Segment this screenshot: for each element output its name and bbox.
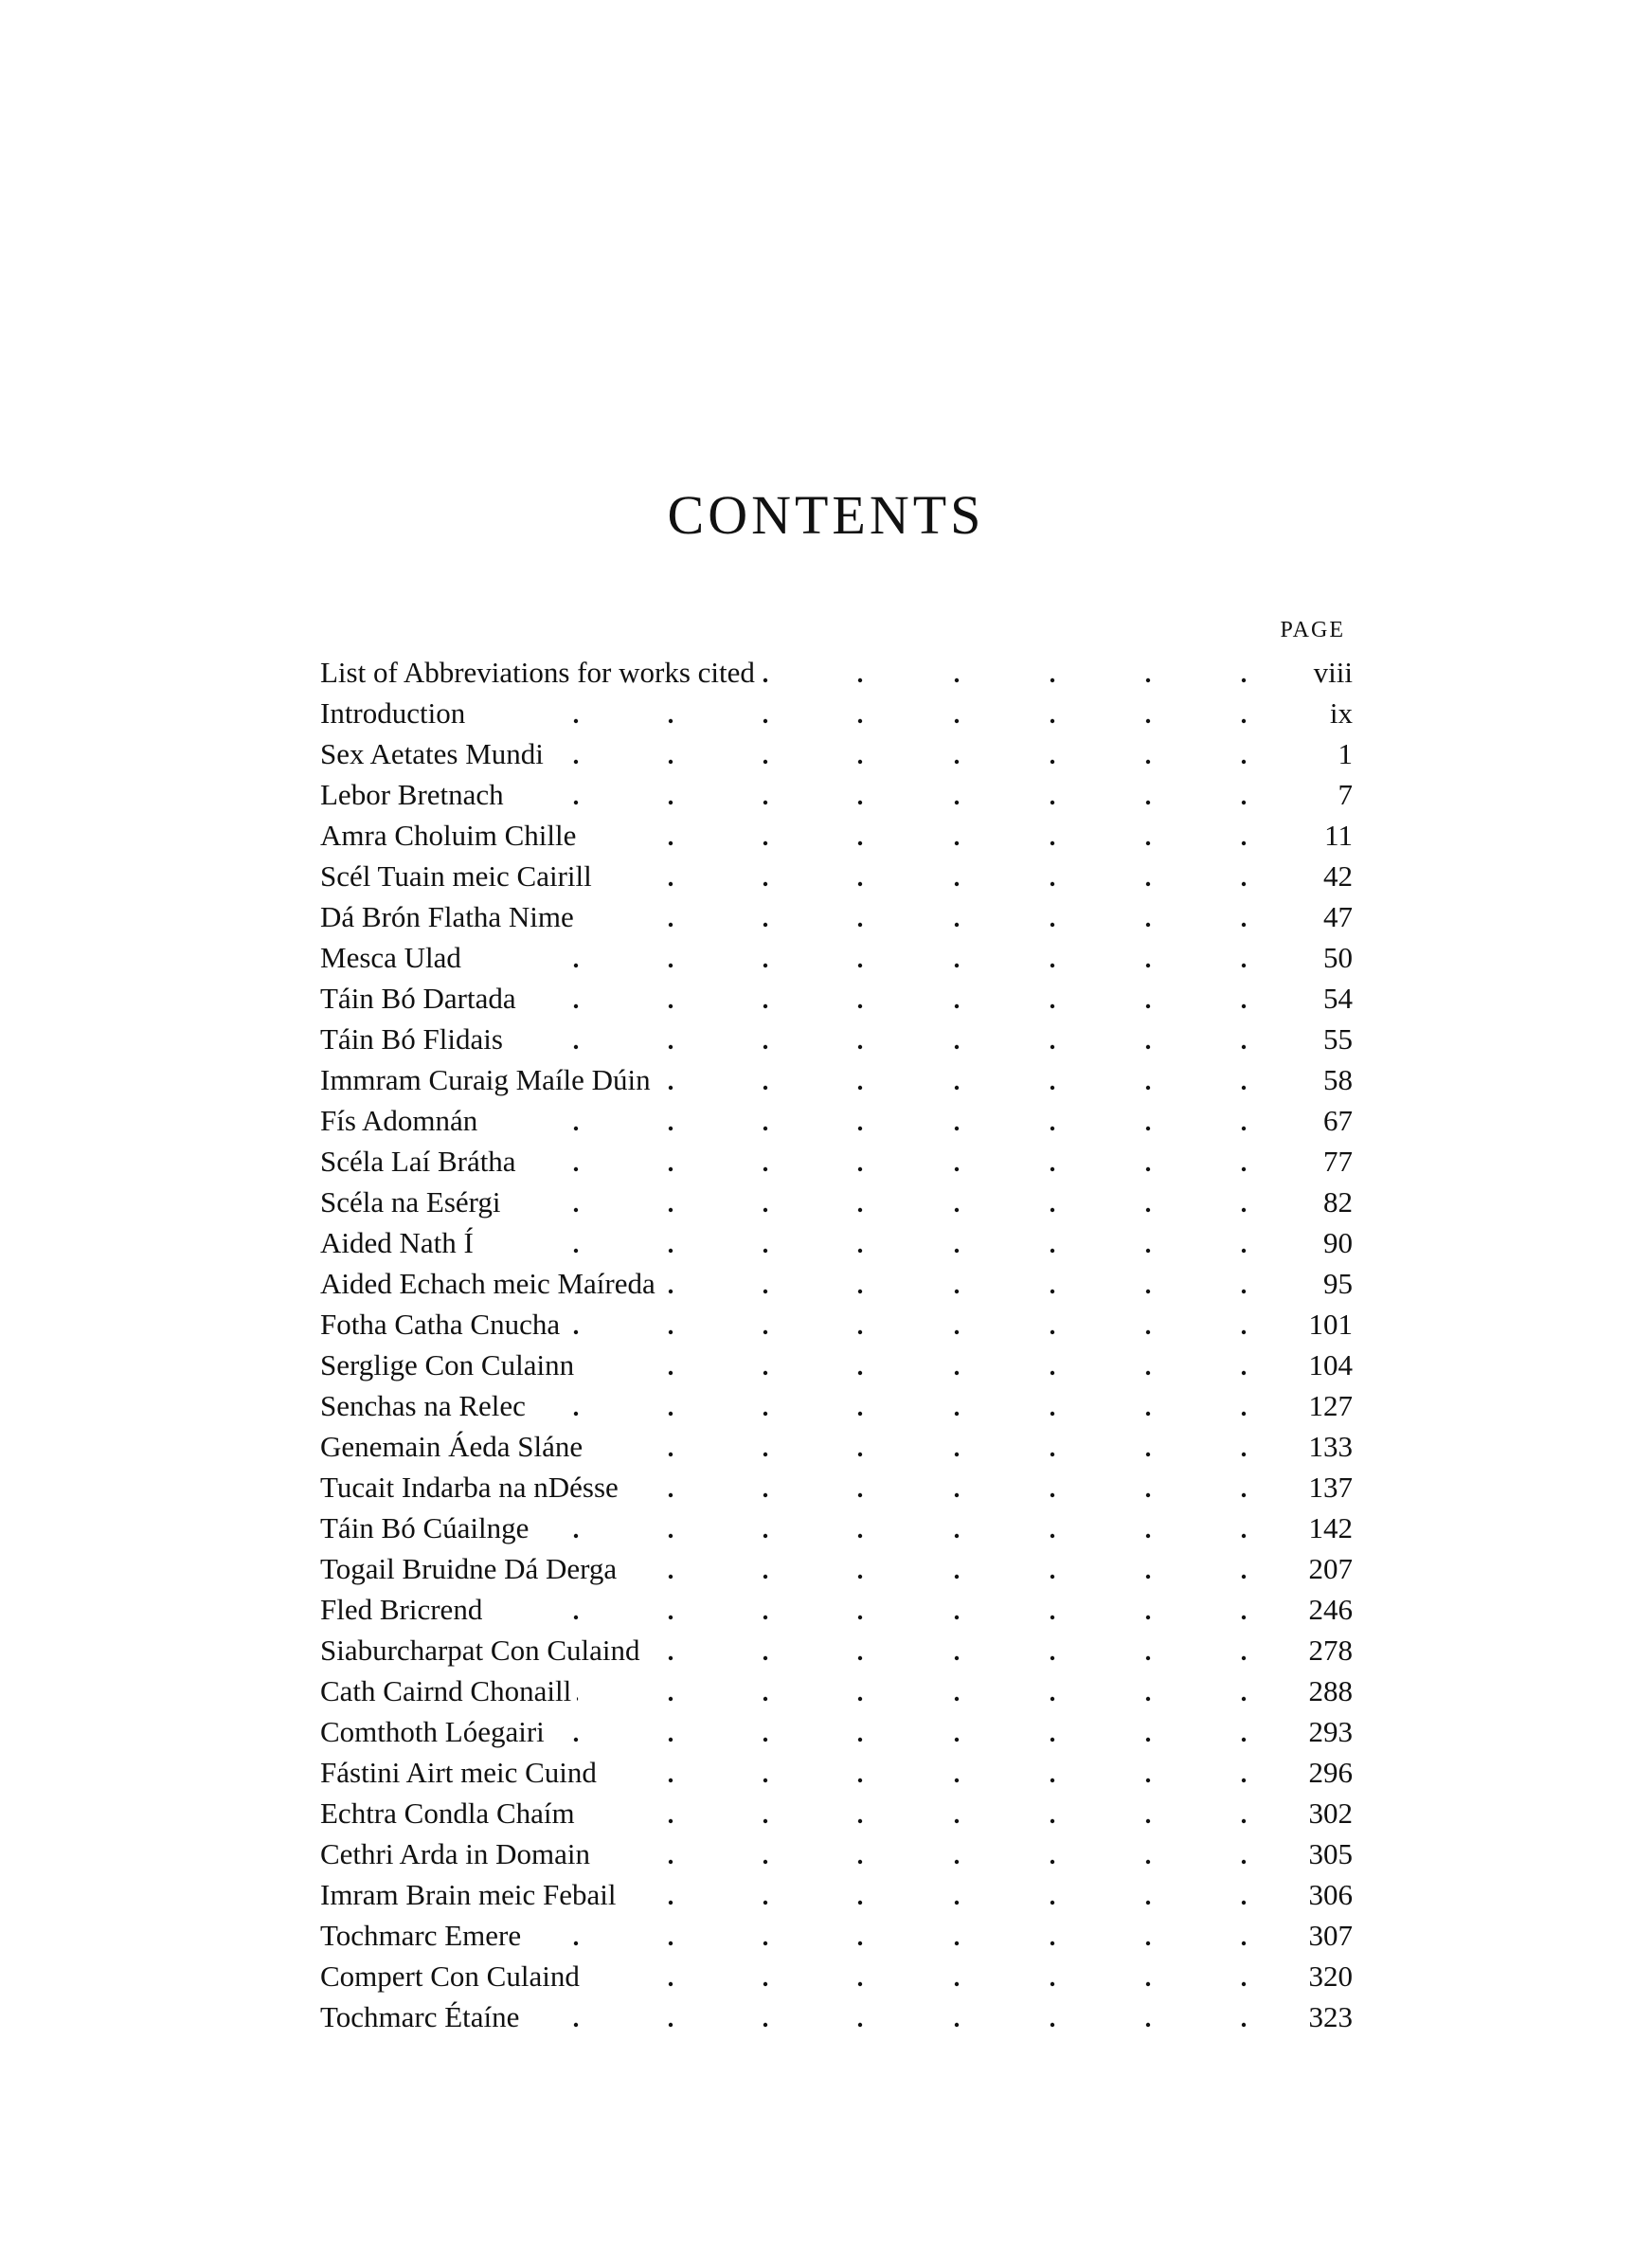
toc-entry-title: Fís Adomnán [320, 1100, 483, 1141]
toc-entry-page: viii [1313, 656, 1353, 689]
toc-entry-page: 104 [1308, 1348, 1353, 1381]
toc-entry-page: 246 [1308, 1593, 1353, 1626]
toc-entry-title: Senchas na Relec [320, 1385, 531, 1426]
toc-entry-page: 127 [1308, 1389, 1353, 1422]
toc-entry-page: 142 [1308, 1511, 1353, 1544]
toc-entry-page: 55 [1323, 1022, 1353, 1056]
page-column-label: PAGE [1280, 618, 1345, 642]
toc-entry [320, 1508, 1353, 1548]
toc-entry-page: 7 [1338, 778, 1353, 811]
toc-entry-page: 67 [1323, 1104, 1353, 1137]
toc-entry-title: Sex Aetates Mundi [320, 733, 549, 774]
toc-entry [320, 1752, 1353, 1793]
toc-entry-title: Comthoth Lóegairi [320, 1711, 550, 1752]
toc-entry-title: Cath Cairnd Chonaill [320, 1670, 577, 1711]
toc-entry-page: 54 [1323, 982, 1353, 1015]
toc-entry [320, 896, 1353, 937]
toc-entry-title: Scéla na Esérgi [320, 1182, 507, 1222]
toc-entry [320, 1426, 1353, 1467]
toc-entry-page: 306 [1308, 1878, 1353, 1911]
toc-entry [320, 1589, 1353, 1630]
toc-entry [320, 1711, 1353, 1752]
toc-entry-page: 296 [1308, 1756, 1353, 1789]
toc-entry-page: 278 [1308, 1634, 1353, 1667]
toc-entry [320, 937, 1353, 978]
toc-entry-page: ix [1329, 696, 1353, 730]
toc-entry-title: Genemain Áeda Sláne [320, 1426, 588, 1467]
toc-entry [320, 1141, 1353, 1182]
toc-entry-title: Immram Curaig Maíle Dúin [320, 1059, 656, 1100]
toc-entry-title: Táin Bó Flidais [320, 1019, 509, 1059]
toc-entry-page: 77 [1323, 1145, 1353, 1178]
toc-entry-title: Compert Con Culaind [320, 1956, 585, 1996]
toc-entry-page: 90 [1323, 1226, 1353, 1259]
toc-entry [320, 1793, 1353, 1833]
toc-entry-page: 133 [1308, 1430, 1353, 1463]
toc-entry-page: 305 [1308, 1837, 1353, 1870]
toc-entry [320, 978, 1353, 1019]
toc-entry-page: 42 [1323, 859, 1353, 893]
toc-entry [320, 1956, 1353, 1996]
toc-entry-title: Scél Tuain meic Cairill [320, 856, 598, 896]
toc-entry-title: Aided Echach meic Maíreda [320, 1263, 661, 1304]
toc-entry [320, 1548, 1353, 1589]
toc-entry-title: Táin Bó Cúailnge [320, 1508, 534, 1548]
toc-entry-title: Amra Choluim Chille [320, 815, 582, 856]
toc-entry-page: 323 [1308, 2000, 1353, 2033]
toc-entry-page: 288 [1308, 1674, 1353, 1707]
toc-entry-page: 101 [1308, 1308, 1353, 1341]
toc-entry-title: Scéla Laí Brátha [320, 1141, 522, 1182]
toc-entry-title: Introduction [320, 693, 471, 733]
toc-entry [320, 1304, 1353, 1345]
toc-entry [320, 1833, 1353, 1874]
toc-entry-title: Cethri Arda in Domain [320, 1833, 596, 1874]
toc-entry [320, 1996, 1353, 2037]
toc-entry-page: 11 [1324, 819, 1353, 852]
toc-entry [320, 693, 1353, 733]
toc-entry-title: Táin Bó Dartada [320, 978, 522, 1019]
toc-entry [320, 733, 1353, 774]
toc-entry-page: 207 [1308, 1552, 1353, 1585]
toc-entry-page: 58 [1323, 1063, 1353, 1096]
table-of-contents [320, 652, 1353, 2037]
toc-entry-title: Fotha Catha Cnucha [320, 1304, 566, 1345]
toc-entry [320, 1222, 1353, 1263]
toc-entry-page: 50 [1323, 941, 1353, 974]
toc-entry-page: 307 [1308, 1919, 1353, 1952]
toc-entry [320, 1874, 1353, 1915]
toc-entry-title: Tucait Indarba na nDésse [320, 1467, 624, 1508]
toc-entry-title: Fástini Airt meic Cuind [320, 1752, 602, 1793]
page-title: CONTENTS [667, 484, 985, 546]
toc-entry-page: 137 [1308, 1471, 1353, 1504]
toc-entry-title: Echtra Condla Chaím [320, 1793, 581, 1833]
toc-entry [320, 815, 1353, 856]
toc-entry [320, 1915, 1353, 1956]
toc-entry-title: Tochmarc Étaíne [320, 1996, 525, 2037]
toc-entry [320, 1385, 1353, 1426]
toc-entry-page: 302 [1308, 1797, 1353, 1830]
toc-entry-page: 82 [1323, 1185, 1353, 1219]
toc-entry [320, 1019, 1353, 1059]
toc-entry [320, 1467, 1353, 1508]
toc-entry [320, 1345, 1353, 1385]
toc-entry-title: Imram Brain meic Febail [320, 1874, 621, 1915]
toc-entry-title: Dá Brón Flatha Nime [320, 896, 580, 937]
toc-entry-title: Mesca Ulad [320, 937, 467, 978]
toc-entry-title: Tochmarc Emere [320, 1915, 527, 1956]
toc-entry-title: Serglige Con Culainn [320, 1345, 580, 1385]
toc-entry-page: 1 [1338, 737, 1353, 770]
toc-entry [320, 1182, 1353, 1222]
toc-entry [320, 1100, 1353, 1141]
toc-entry-title: Fled Bricrend [320, 1589, 488, 1630]
toc-entry-page: 95 [1323, 1267, 1353, 1300]
toc-entry-title: Aided Nath Í [320, 1222, 479, 1263]
toc-entry-title: Siaburcharpat Con Culaind [320, 1630, 646, 1670]
toc-entry-page: 293 [1308, 1715, 1353, 1748]
toc-entry [320, 856, 1353, 896]
toc-entry [320, 1670, 1353, 1711]
toc-entry-page: 47 [1323, 900, 1353, 933]
toc-entry-title: Lebor Bretnach [320, 774, 510, 815]
toc-entry [320, 1059, 1353, 1100]
toc-entry [320, 774, 1353, 815]
toc-entry [320, 652, 1353, 693]
toc-entry-page: 320 [1308, 1959, 1353, 1993]
toc-entry [320, 1263, 1353, 1304]
toc-entry-title: Togail Bruidne Dá Derga [320, 1548, 622, 1589]
toc-entry [320, 1630, 1353, 1670]
toc-entry-title: List of Abbreviations for works cited [320, 652, 761, 693]
